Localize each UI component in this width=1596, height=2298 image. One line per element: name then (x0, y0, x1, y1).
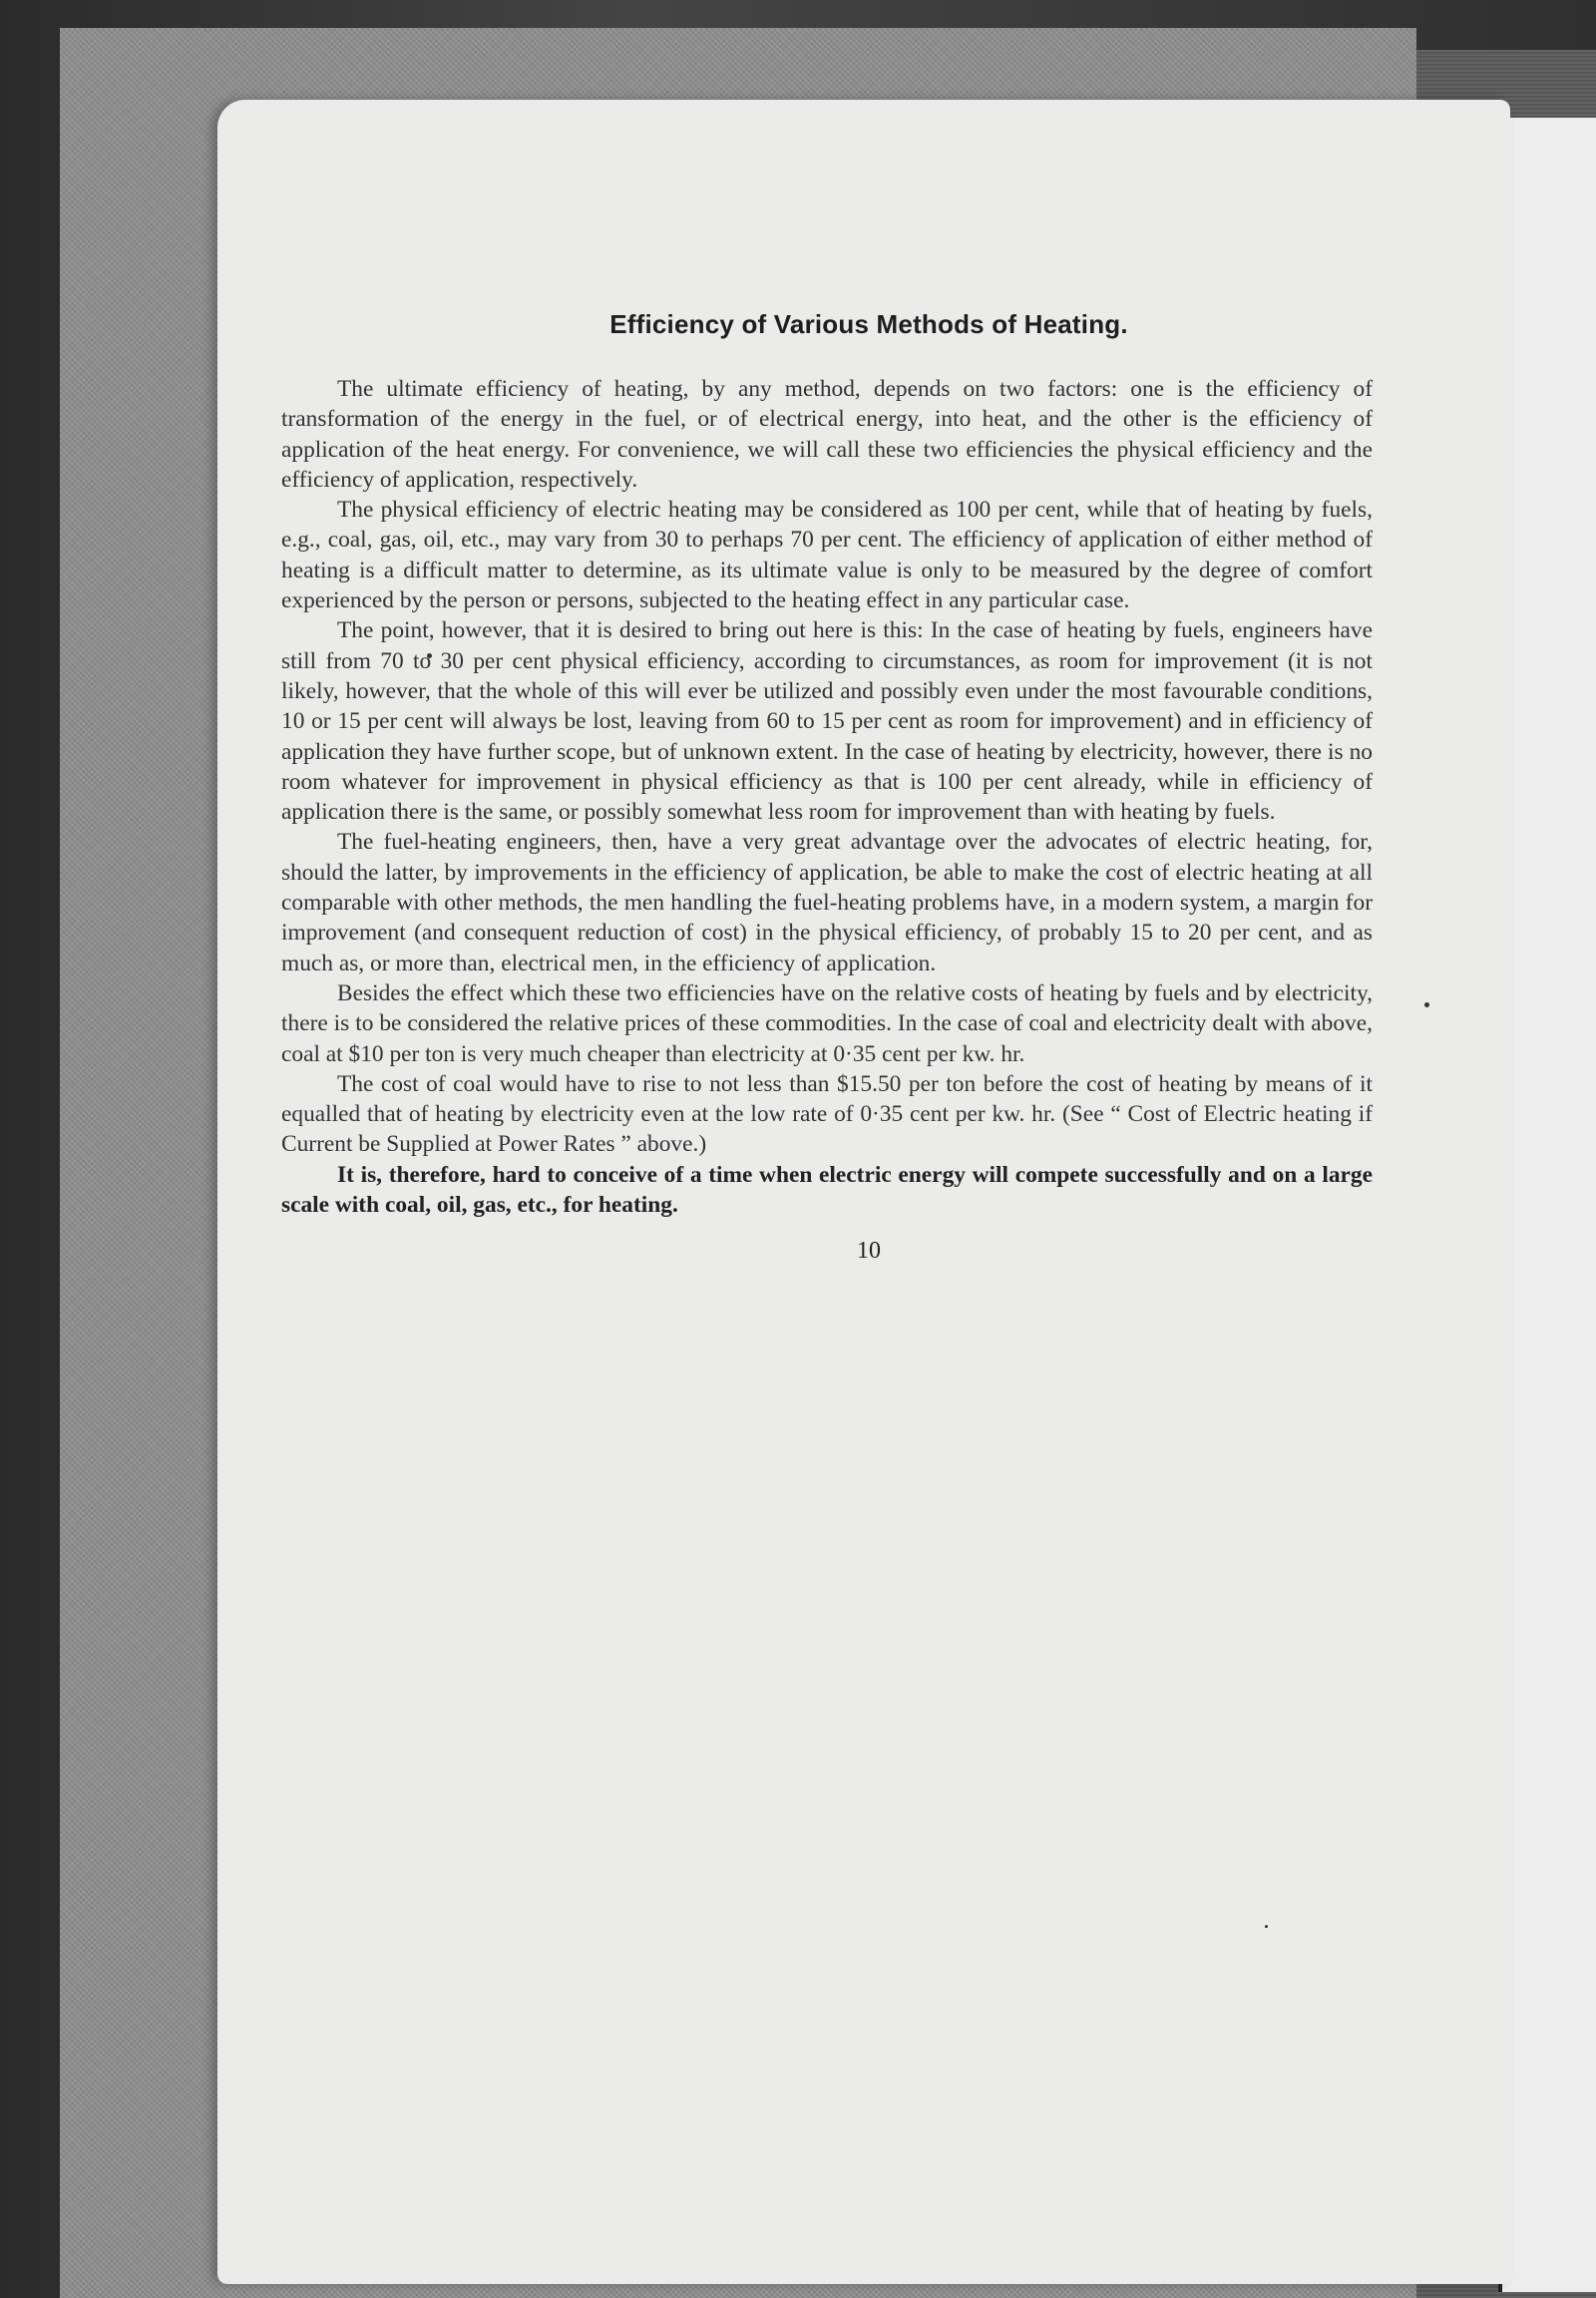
page-content (281, 309, 1373, 1265)
body-text (281, 374, 1373, 1220)
paper-speck (1265, 1925, 1268, 1928)
paragraph: Besides the effect which these two efficiencies have on the relative costs of heating by fuels and by electricity, there is to be considered the relative prices of these commodities. In the case of coal and electricity dealt with above, coal at $10 per ton is very much cheaper than electricity at 0·35 cent per kw. hr. (281, 979, 1373, 1067)
paragraph: The physical efficiency of electric heating may be considered as 100 per cent, while that of heating by fuels, e.g., coal, gas, oil, etc., may vary from 30 to perhaps 70 per cent. The efficiency of application of either method of heating is a difficult matter to determine, as its ultimate value is only to be measured by the degree of comfort experienced by the person or persons, subjected to the heating effect in any particular case. (281, 497, 1373, 614)
paragraph: The cost of coal would have to rise to not less than $15.50 per ton before the cost of heating by means of it equalled that of heating by electricity even at the low rate of 0·35 cent per kw. hr. (See “ Cost of Electric heating if Current be Supplied at Power Rates ” above.) (281, 1070, 1373, 1158)
paragraph: The point, however, that it is desired to bring out here is this: In the case of heating by fuels, engineers have still from 70 to 30 per cent physical efficiency, according to circumstances, as room for improvement (it is not likely, however, that the whole of this will ever be utilized and possibly even under the most favourable conditions, 10 or 15 per cent will always be lost, leaving from 60 to 15 per cent as room for improvement) and in efficiency of application they have further scope, but of unknown extent. In the case of heating by electricity, however, there is no room whatever for improvement in physical efficiency as that is 100 per cent already, while in efficiency of application there is the same, or possibly somewhat less room for improvement than with heating by fuels. (281, 617, 1373, 826)
paragraph: The fuel-heating engineers, then, have a very great advantage over the advocates of electric heating, for, should the latter, by improvements in the efficiency of application, be able to make the cost of electric heating at all comparable with other methods, the men handling the fuel-heating problems have, in a modern system, a margin for improvement (and consequent reduction of cost) in the physical efficiency, of probably 15 to 20 per cent, and as much as, or more than, electrical men, in the efficiency of application. (281, 829, 1373, 976)
page-number: 10 (857, 1238, 881, 1265)
paragraph: The ultimate efficiency of heating, by any method, depends on two factors: one is the efficiency of transformation of the energy in the fuel, or of electrical energy, into heat, and the other is the efficiency of application of the heat energy. For convenience, we will call these two efficiencies the physical efficiency and the efficiency of application, respectively. (281, 376, 1373, 493)
paper-speck (1424, 1002, 1429, 1007)
page-title: Efficiency of Various Methods of Heating. (609, 309, 1128, 339)
adjacent-page-edge (1498, 118, 1596, 2292)
concluding-paragraph: It is, therefore, hard to conceive of a time when electric energy will compete successfully and on a large scale with coal, oil, gas, etc., for heating. (281, 1161, 1373, 1219)
